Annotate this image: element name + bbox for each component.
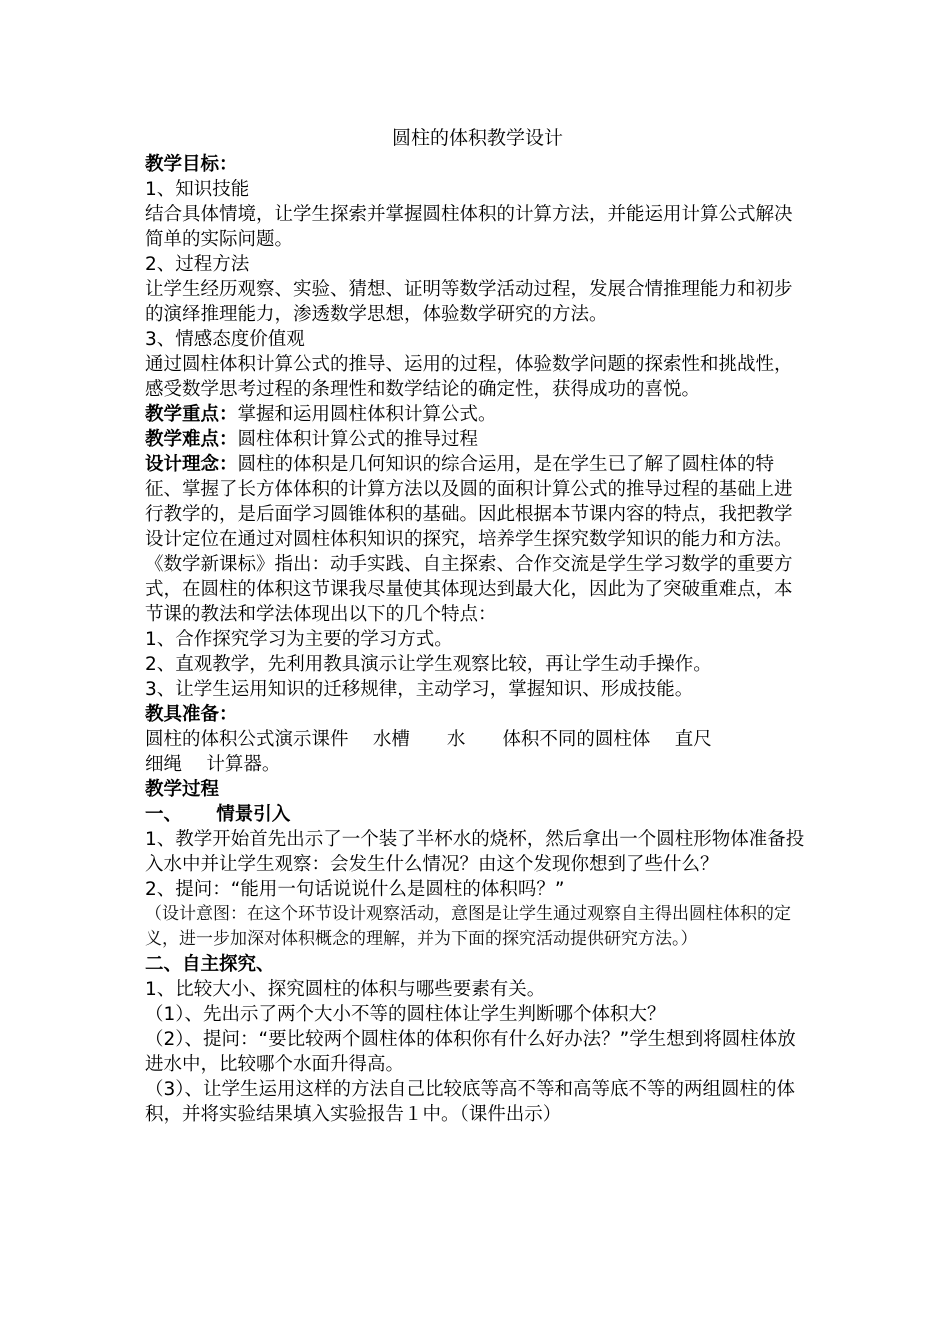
feature-3: 3、让学生运用知识的迁移规律，主动学习，掌握知识、形成技能。: [145, 679, 694, 700]
key-point-text: 掌握和运用圆柱体积计算公式。: [237, 404, 497, 425]
section-1-design-note: （设计意图：在这个环节设计观察活动，意图是让学生通过观察自主得出圆柱体积的定义，进一步加深对体积概念的理解，并为下面的探究活动提供研究方法。）: [145, 904, 791, 949]
tools-line-1: 圆柱的体积公式演示课件 水槽 水 体积不同的圆柱体 直尺: [145, 729, 712, 750]
goal-3-title: 3、情感态度价值观: [145, 329, 305, 350]
goal-2-title: 2、过程方法: [145, 254, 250, 275]
section-1-title: 一、 情景引入: [145, 804, 291, 825]
section-1-para-1: 1、教学开始首先出示了一个装了半杯水的烧杯，然后拿出一个圆柱形物体准备投入水中并让学生观察：会发生什么情况？由这个发现你想到了些什么？: [145, 829, 805, 875]
tools-heading: 教具准备：: [145, 704, 238, 725]
design-concept-label: 设计理念：: [145, 454, 238, 475]
goals-heading: 教学目标：: [145, 154, 238, 175]
design-concept-text: 圆柱的体积是几何知识的综合运用，是在学生已了解了圆柱体的特征、掌握了长方体体积的计算方法以及圆的面积计算公式的推导过程的基础上进行教学的，是后面学习圆锥体积的基础。因此根据本节课内容的特点，我把教学设计定位在通过对圆柱体积知识的探究，培养学生探究数学知识的能力和方法。《数学新课标》指出：动手实践、自主探索、合作交流是学生学习数学的重要方式，在圆柱的体积这节课我尽量使其体现达到最大化，因此为了突破重难点，本节课的教法和学法体现出以下的几个特点：: [145, 454, 793, 625]
goal-1-title: 1、知识技能: [145, 179, 250, 200]
difficulty-label: 教学难点：: [145, 429, 238, 450]
section-2-para-3: （2）、提问：“要比较两个圆柱体的体积你有什么好办法？”学生想到将圆柱体放进水中，比较哪个水面升得高。: [145, 1029, 796, 1075]
design-concept: [145, 452, 810, 627]
section-2-title: 二、自主探究、: [145, 954, 275, 975]
key-point-label: 教学重点：: [145, 404, 238, 425]
section-2-para-1: 1、比较大小、探究圆柱的体积与哪些要素有关。: [145, 979, 546, 1000]
section-2-para-4: （3）、让学生运用这样的方法自己比较底等高不等和高等底不等的两组圆柱的体积，并将实验结果填入实验报告１中。（课件出示）: [145, 1079, 796, 1125]
key-point: [145, 402, 810, 427]
document-page: [145, 124, 810, 1127]
section-2-para-2: （1）、先出示了两个大小不等的圆柱体让学生判断哪个体积大？: [145, 1004, 666, 1025]
difficulty-text: 圆柱体积计算公式的推导过程: [237, 429, 479, 450]
process-heading: 教学过程: [145, 779, 220, 800]
document-title: 圆柱的体积教学设计: [391, 127, 563, 149]
goal-1-text: 结合具体情境，让学生探索并掌握圆柱体积的计算方法，并能运用计算公式解决简单的实际问题。: [145, 204, 793, 250]
feature-2: 2、直观教学，先利用教具演示让学生观察比较，再让学生动手操作。: [145, 654, 712, 675]
difficulty: [145, 427, 810, 452]
goal-3-text: 通过圆柱体积计算公式的推导、运用的过程，体验数学问题的探索性和挑战性，感受数学思考过程的条理性和数学结论的确定性，获得成功的喜悦。: [145, 354, 793, 400]
feature-1: 1、合作探究学习为主要的学习方式。: [145, 629, 453, 650]
section-1-para-2: 2、提问：“能用一句话说说什么是圆柱的体积吗？”: [145, 879, 565, 900]
goal-2-text: 让学生经历观察、实验、猜想、证明等数学活动过程，发展合情推理能力和初步的演绎推理能力，渗透数学思想，体验数学研究的方法。: [145, 279, 793, 325]
tools-line-2: 细绳 计算器。: [145, 754, 281, 775]
